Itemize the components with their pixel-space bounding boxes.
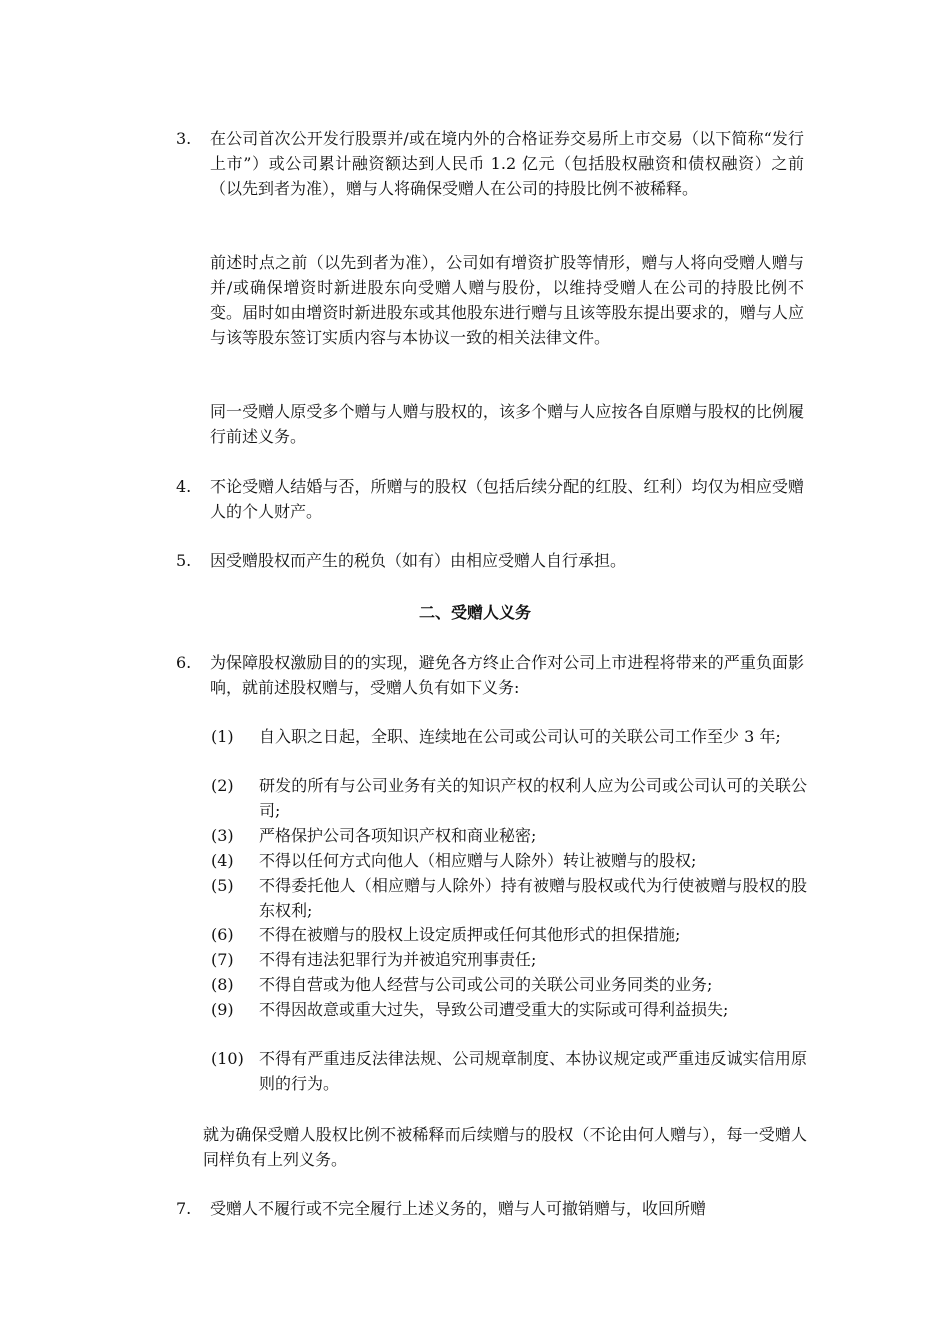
obligation-text: 不得以任何方式向他人（相应赠与人除外）转让被赠与的股权; <box>259 851 697 870</box>
obligation-text: 自入职之日起，全职、连续地在公司或公司认可的关联公司工作至少 3 年; <box>259 727 781 746</box>
clause-3-paragraph-2: 前述时点之前（以先到者为准），公司如有增资扩股等情形，赠与人将向受赠人赠与并/或确保增资时新进股东向受赠人赠与股份，以维持受赠人在公司的持股比例不变。届时如由增资时新进股东或其他股东进行赠与且该等股东提出要求的，赠与人应与该等股东签订实质内容与本协议一致的相关法律文件。 <box>210 253 804 347</box>
obligation-number: (6) <box>211 925 234 944</box>
clause-text: 为保障股权激励目的的实现，避免各方终止合作对公司上市进程将带来的严重负面影响，就前述股权赠与，受赠人负有如下义务: <box>210 653 804 697</box>
obligation-number: (4) <box>211 851 234 870</box>
obligation-number: (7) <box>211 950 234 969</box>
obligation-text: 不得在被赠与的股权上设定质押或任何其他形式的担保措施; <box>259 925 681 944</box>
obligation-number: (3) <box>211 826 234 845</box>
clause-text: 因受赠股权而产生的税负（如有）由相应受赠人自行承担。 <box>210 551 627 570</box>
obligation-number: (10) <box>211 1049 244 1068</box>
clause-text: 受赠人不履行或不完全履行上述义务的，赠与人可撤销赠与，收回所赠 <box>210 1199 707 1218</box>
clause-number: 4. <box>176 477 192 496</box>
obligation-text: 不得有严重违反法律法规、公司规章制度、本协议规定或严重违反诚实信用原则的行为。 <box>259 1049 807 1093</box>
obligation-text: 不得有违法犯罪行为并被追究刑事责任; <box>259 950 537 969</box>
clause-text: 不论受赠人结婚与否，所赠与的股权（包括后续分配的红股、红利）均仅为相应受赠人的个人财产。 <box>210 477 804 521</box>
obligation-number: (5) <box>211 876 234 895</box>
clause-3-paragraph-3: 同一受赠人原受多个赠与人赠与股权的，该多个赠与人应按各自原赠与股权的比例履行前述义务。 <box>210 402 804 446</box>
obligation-number: (8) <box>211 975 234 994</box>
clause-6-tail-paragraph: 就为确保受赠人股权比例不被稀释而后续赠与的股权（不论由何人赠与），每一受赠人同样负有上列义务。 <box>203 1125 807 1169</box>
obligation-text: 不得委托他人（相应赠与人除外）持有被赠与股权或代为行使被赠与股权的股东权利; <box>259 876 807 920</box>
clause-text: 在公司首次公开发行股票并/或在境内外的合格证券交易所上市交易（以下简称“发行上市”）或公司累计融资额达到人民币 1.2 亿元（包括股权融资和债权融资）之前（以先到者为准），赠与人将确保受赠人在公司的持股比例不被稀释。 <box>210 129 804 198</box>
obligation-number: (9) <box>211 1000 234 1019</box>
clause-number: 7. <box>176 1199 192 1218</box>
clause-number: 6. <box>176 653 192 672</box>
obligation-number: (2) <box>211 776 234 795</box>
clause-number: 3. <box>176 129 192 148</box>
obligation-text: 研发的所有与公司业务有关的知识产权的权利人应为公司或公司认可的关联公司; <box>259 776 807 820</box>
section-heading: 二、受赠人义务 <box>418 603 531 622</box>
clause-number: 5. <box>176 551 192 570</box>
obligation-text: 不得自营或为他人经营与公司或公司的关联公司业务同类的业务; <box>259 975 713 994</box>
obligation-number: (1) <box>211 727 234 746</box>
obligation-text: 不得因故意或重大过失，导致公司遭受重大的实际或可得利益损失; <box>259 1000 729 1019</box>
obligation-text: 严格保护公司各项知识产权和商业秘密; <box>259 826 537 845</box>
